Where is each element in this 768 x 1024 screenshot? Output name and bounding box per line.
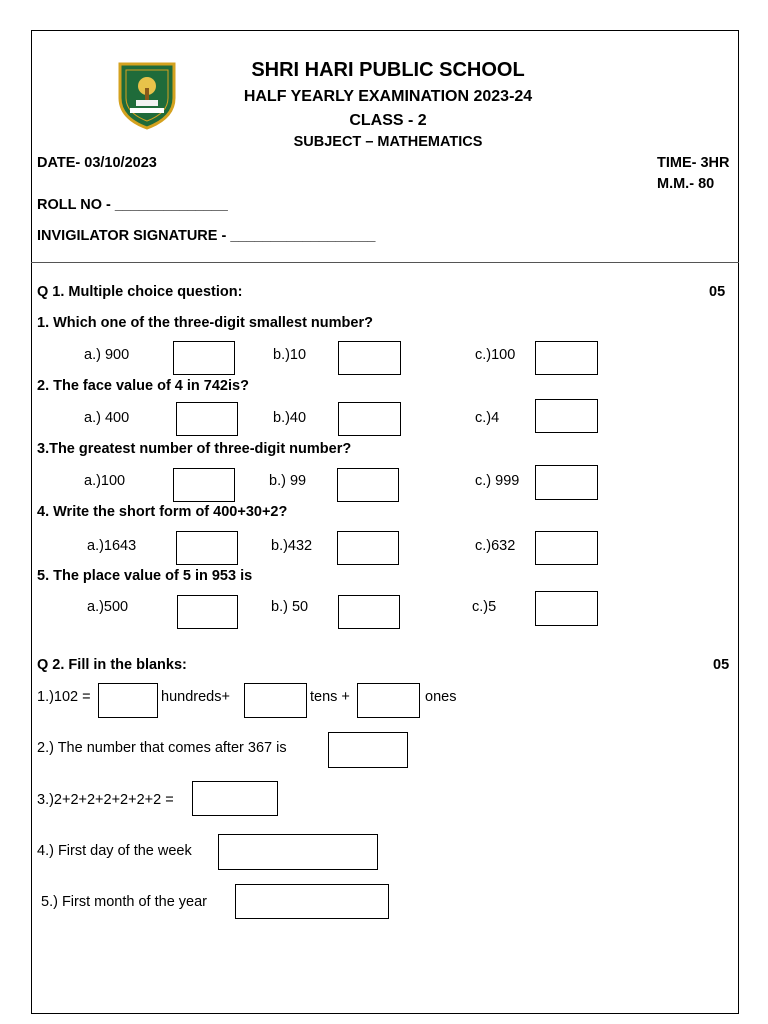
q1-title: Q 1. Multiple choice question: [37, 284, 243, 300]
q2-item-4-text: 4.) First day of the week [37, 843, 192, 859]
q2-item-3-answer-box[interactable] [192, 781, 278, 816]
q2-item-2-answer-box[interactable] [328, 732, 408, 768]
q1-item-2-question: 2. The face value of 4 in 742is? [37, 378, 249, 394]
q2-item-2-text: 2.) The number that comes after 367 is [37, 740, 287, 756]
header-divider [31, 262, 739, 263]
q1-item-3-question: 3.The greatest number of three-digit number? [37, 441, 352, 457]
q1-item-4-option-c: c.)632 [475, 538, 516, 554]
exam-title: HALF YEARLY EXAMINATION 2023-24 [243, 88, 533, 105]
q2-item-5-answer-box[interactable] [235, 884, 389, 919]
q1-item-4-answer-box-a[interactable] [176, 531, 238, 565]
q1-item-3-answer-box-a[interactable] [173, 468, 235, 502]
q1-item-3-answer-box-c[interactable] [535, 465, 598, 500]
q1-item-5-question: 5. The place value of 5 in 953 is [37, 568, 253, 584]
q1-item-3-option-b: b.) 99 [269, 473, 307, 489]
q1-item-5-option-c: c.)5 [472, 599, 497, 615]
q1-item-5-option-a: a.)500 [87, 599, 129, 615]
q1-item-1-option-a: a.) 900 [84, 347, 130, 363]
q2-item-1-ones-label: ones [425, 689, 457, 705]
subject-label: SUBJECT – MATHEMATICS [293, 134, 483, 150]
q1-item-5-answer-box-a[interactable] [177, 595, 238, 629]
q2-title: Q 2. Fill in the blanks: [37, 657, 187, 673]
q2-marks: 05 [713, 657, 730, 673]
q1-item-5-option-b: b.) 50 [271, 599, 309, 615]
q2-item-1-tens-box[interactable] [244, 683, 307, 718]
q1-item-4-question: 4. Write the short form of 400+30+2? [37, 504, 288, 520]
q1-item-1-question: 1. Which one of the three-digit smallest number? [37, 315, 373, 331]
q2-item-1-ones-box[interactable] [357, 683, 420, 718]
q2-item-3-text: 3.)2+2+2+2+2+2+2 = [37, 792, 174, 808]
q1-item-2-option-c: c.)4 [475, 410, 500, 426]
q1-item-3-answer-box-b[interactable] [337, 468, 399, 502]
q1-item-1-answer-box-c[interactable] [535, 341, 598, 375]
invigilator-signature-field[interactable]: INVIGILATOR SIGNATURE - __________________ [37, 228, 376, 244]
q1-item-4-option-a: a.)1643 [87, 538, 137, 554]
exam-page [31, 30, 739, 1014]
q2-item-4-answer-box[interactable] [218, 834, 378, 870]
q1-item-2-answer-box-b[interactable] [338, 402, 401, 436]
q2-item-1-hundreds-label: hundreds+ [161, 689, 230, 705]
q2-item-1-prefix: 1.)102 = [37, 689, 91, 705]
school-name: SHRI HARI PUBLIC SCHOOL [251, 59, 525, 81]
q1-item-2-answer-box-a[interactable] [176, 402, 238, 436]
q1-item-1-answer-box-b[interactable] [338, 341, 401, 375]
q1-item-4-option-b: b.)432 [271, 538, 313, 554]
max-marks: M.M.- 80 [657, 176, 715, 192]
q1-item-1-answer-box-a[interactable] [173, 341, 235, 375]
q1-item-2-option-a: a.) 400 [84, 410, 130, 426]
q1-item-4-answer-box-b[interactable] [337, 531, 399, 565]
q1-item-4-answer-box-c[interactable] [535, 531, 598, 565]
q1-item-1-option-b: b.)10 [273, 347, 307, 363]
q1-item-5-answer-box-c[interactable] [535, 591, 598, 626]
q1-item-2-answer-box-c[interactable] [535, 399, 598, 433]
exam-date: DATE- 03/10/2023 [37, 155, 157, 171]
q1-item-3-option-c: c.) 999 [475, 473, 520, 489]
q1-marks: 05 [709, 284, 726, 300]
q1-item-5-answer-box-b[interactable] [338, 595, 400, 629]
q1-item-1-option-c: c.)100 [475, 347, 516, 363]
q1-item-3-option-a: a.)100 [84, 473, 126, 489]
exam-time: TIME- 3HR [657, 155, 730, 171]
q1-item-2-option-b: b.)40 [273, 410, 307, 426]
roll-no-field[interactable]: ROLL NO - ______________ [37, 197, 228, 213]
class-label: CLASS - 2 [349, 112, 427, 129]
q2-item-1-hundreds-box[interactable] [98, 683, 158, 718]
q2-item-1-tens-label: tens + [310, 689, 350, 705]
q2-item-5-text: 5.) First month of the year [41, 894, 208, 910]
